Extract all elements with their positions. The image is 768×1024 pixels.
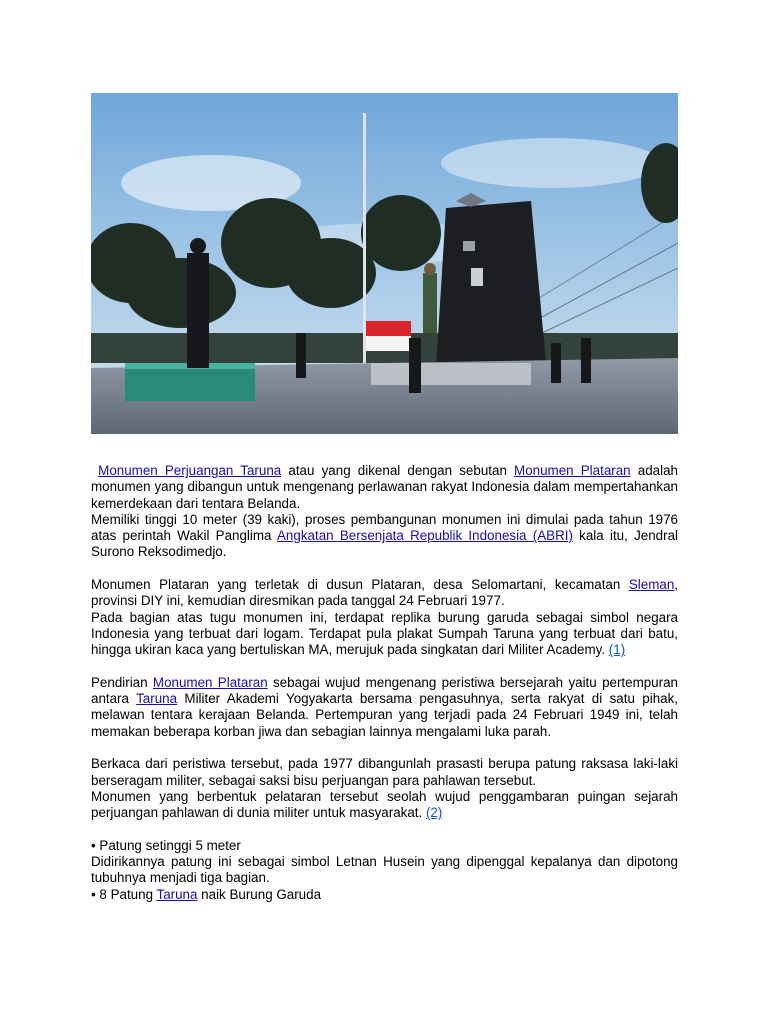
- link-taruna-2[interactable]: Taruna: [156, 886, 198, 902]
- text-span: Militer Akademi Yogyakarta bersama pengasuhnya, serta rakyat di satu pihak, melawan tentara kerajaan Belanda. Pertempuran yang terjadi pada 24 Februari 1949 ini, telah memakan beberapa korban jiwa dan sebagian lainnya mengalami luka parah.: [91, 691, 679, 739]
- link-monumen-plataran[interactable]: Monumen Plataran: [514, 463, 631, 478]
- text-span: • 8 Patung: [91, 886, 157, 902]
- paragraph-5: [91, 675, 678, 740]
- paragraph-2: [91, 512, 678, 561]
- text-span: naik Burung Garuda: [197, 886, 322, 902]
- link-monumen-plataran-2[interactable]: Monumen Plataran: [152, 674, 268, 690]
- text-span: Pendirian: [91, 674, 153, 690]
- link-sleman[interactable]: Sleman: [628, 577, 675, 593]
- text-span: kala itu, Jendral Surono Reksodimedjo.: [91, 528, 678, 560]
- text-span: , provinsi DIY ini, kemudian diresmikan pada tanggal 24 Februari 1977.: [91, 577, 678, 609]
- paragraph-1: [91, 463, 678, 512]
- paragraph-7: [91, 789, 678, 822]
- reference-link-2[interactable]: (2): [425, 805, 443, 821]
- text-span: Berkaca dari peristiwa tersebut, pada 1977 dibangunlah prasasti berupa patung raksasa laki-laki berseragam militer, sebagai saksi bisu perjuangan para pahlawan tersebut.: [91, 756, 678, 788]
- text-span: adalah monumen yang dibangun untuk mengenang perlawanan rakyat Indonesia dalam mempertahankan kemerdekaan dari tentara Belanda.: [91, 463, 678, 511]
- text-span: Monumen Plataran yang terletak di dusun Plataran, desa Selomartani, kecamatan: [91, 577, 629, 593]
- link-abri[interactable]: Angkatan Bersenjata Republik Indonesia (ABRI): [277, 528, 573, 544]
- text-span: Pada bagian atas tugu monumen ini, terdapat replika burung garuda sebagai simbol negara Indonesia yang terbuat dari logam. Terdapat pula plakat Sumpah Taruna yang terbuat dari batu, hingga ukiran kaca yang bertuliskan MA, merujuk pada singkatan dari Militer Academy.: [91, 609, 678, 658]
- text-span: Memiliki tinggi 10 meter (39 kaki), proses pembangunan monumen ini dimulai pada tahun 1976 atas perintah Wakil Panglima: [91, 511, 678, 544]
- text-span: sebagai wujud mengenang peristiwa bersejarah yaitu pertempuran antara: [91, 674, 678, 707]
- bullet-item-2: [91, 887, 678, 903]
- bullet-item-1: • Patung setinggi 5 meter: [91, 837, 241, 853]
- article-body: [91, 463, 678, 903]
- paragraph-3: [91, 577, 678, 610]
- text-span: atau yang dikenal dengan sebutan: [281, 463, 515, 478]
- monument-photo: [91, 93, 678, 434]
- paragraph-9: Didirikannya patung ini sebagai simbol Letnan Husein yang dipenggal kepalanya dan dipotong tubuhnya menjadi tiga bagian.: [91, 854, 678, 886]
- paragraph-4: [91, 610, 678, 659]
- link-taruna[interactable]: Taruna: [136, 691, 178, 707]
- text-span: Monumen yang berbentuk pelataran tersebut seolah wujud penggambaran puingan sejarah perjuangan pahlawan di dunia militer untuk masyarakat.: [91, 788, 678, 821]
- paragraph-6: [91, 756, 678, 789]
- reference-link-1[interactable]: (1): [608, 642, 626, 658]
- link-monumen-perjuangan-taruna[interactable]: Monumen Perjuangan Taruna: [98, 463, 282, 478]
